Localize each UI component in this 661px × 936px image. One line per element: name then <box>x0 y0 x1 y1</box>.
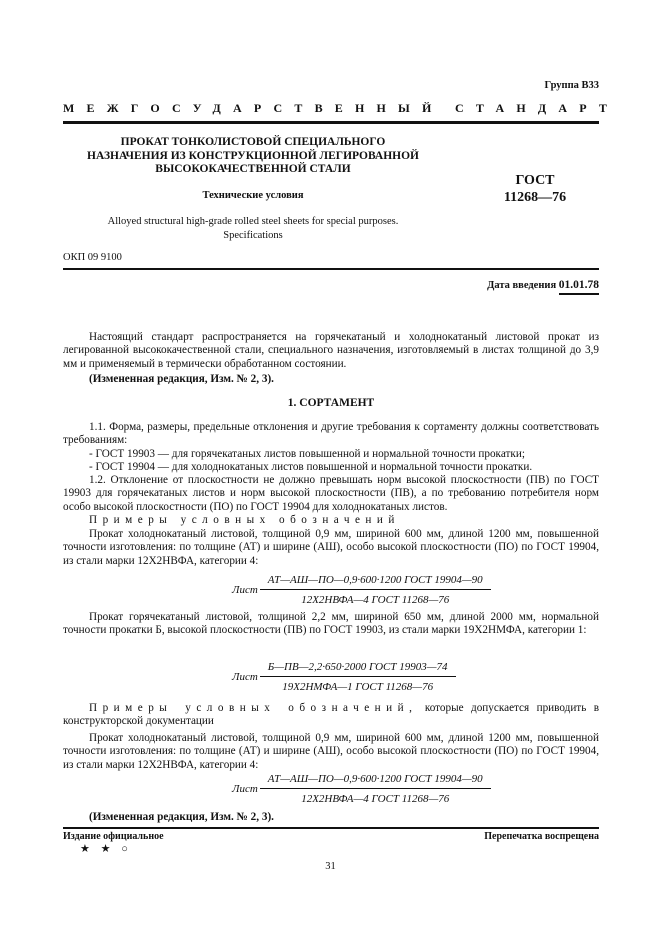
reprint-notice: Перепечатка воспрещена <box>484 831 599 842</box>
clause-1-2: 1.2. Отклонение от плоскостности не должно превышать норм высокой плоскостности (ПВ) по ГОСТ 19903 для горячекатаных листов и норм высокой плоскостности (ПВ), а по требованию потребителя норм особо высокой плоскостности (ПО) по ГОСТ 19904 для холоднокатаных листов. <box>63 474 599 513</box>
standard-heading-2: СТАНДАРТ <box>455 101 620 115</box>
official-edition: Издание официальное <box>63 831 164 842</box>
examples-heading: Примеры условных обозначений <box>89 514 400 526</box>
gost-number: 11268—76 <box>503 190 567 205</box>
designation-formula <box>232 574 487 606</box>
intro-paragraph: Настоящий стандарт распространяется на горячекатаный и холоднокатаный листовой прокат из легированной высококачественной стали, специального назначения, изготовляемый в листах толщиной до 3,9 мм и применяемый в термически обработанном состоянии. <box>63 331 599 370</box>
edition-marks: ★ ★ ○ <box>80 843 132 855</box>
formula-denominator: 12Х2НВФА—4 ГОСТ 11268—76 <box>301 594 450 606</box>
document-subtitle: Технические условия <box>202 190 304 201</box>
document-title <box>63 136 443 177</box>
group-code: Группа В33 <box>544 80 599 91</box>
english-title-line: Alloyed structural high-grade rolled steel sheets for special purposes. <box>107 216 399 227</box>
examples-heading-2 <box>63 702 599 729</box>
formula-label: Лист <box>232 671 258 683</box>
clause-1-1-item: - ГОСТ 19903 — для горячекатаных листов повышенной и нормальной точности прокатки; <box>89 448 525 460</box>
footer-rule <box>63 827 599 829</box>
example-paragraph: Прокат горячекатаный листовой, толщиной 2,2 мм, шириной 650 мм, длиной 2000 мм, нормальной точности прокатки Б, высокой плоскостности (ПВ) по ГОСТ 19903, из стали марки 19Х2НМФА, категории 1: <box>63 611 599 637</box>
examples-heading-rest: которые допускается приводить в конструкторской документации <box>63 702 600 728</box>
example-paragraph: Прокат холоднокатаный листовой, толщиной 0,9 мм, шириной 600 мм, длиной 1200 мм, повышенной точности изготовления: по толщине (АТ) и ширине (АШ), особо высокой плоскостности (ПО) по ГОСТ 19904, из стали марки 12Х2НВФА, категории 4: <box>63 732 599 771</box>
intro-date-label: Дата введения <box>487 280 557 291</box>
english-title <box>63 215 443 242</box>
title-rule <box>63 268 599 270</box>
okp-code: ОКП 09 9100 <box>63 252 122 263</box>
examples-heading-spaced: Примеры условных обозначений, <box>89 702 418 714</box>
title-line: ВЫСОКОКАЧЕСТВЕННОЙ СТАЛИ <box>155 163 351 176</box>
formula-denominator: 12Х2НВФА—4 ГОСТ 11268—76 <box>301 793 450 805</box>
formula-denominator: 19Х2НМФА—1 ГОСТ 11268—76 <box>282 681 434 693</box>
intro-date-value: 01.01.78 <box>559 279 599 295</box>
standard-heading-1: МЕЖГОСУДАРСТВЕННЫЙ <box>63 101 444 115</box>
header-rule <box>63 121 599 124</box>
title-line: НАЗНАЧЕНИЯ ИЗ КОНСТРУКЦИОННОЙ ЛЕГИРОВАННОЙ <box>87 149 419 162</box>
clause-1-1-item: - ГОСТ 19904 — для холоднокатаных листов повышенной и нормальной точности прокатки. <box>89 461 533 473</box>
gost-label: ГОСТ <box>515 173 555 188</box>
intro-date <box>487 279 599 291</box>
english-title-line: Specifications <box>223 229 283 241</box>
example-paragraph: Прокат холоднокатаный листовой, толщиной 0,9 мм, шириной 600 мм, длиной 1200 мм, повышенной точности изготовления: по толщине (АТ) и ширине (АШ), особо высокой плоскостности (ПО) по ГОСТ 19904, из стали марки 12Х2НВФА, категории 4: <box>63 528 599 567</box>
formula-label: Лист <box>232 783 258 795</box>
change-note: (Измененная редакция, Изм. № 2, 3). <box>89 811 274 823</box>
gost-designation <box>470 172 600 206</box>
formula-numerator: Б—ПВ—2,2·650·2000 ГОСТ 19903—74 <box>260 661 456 677</box>
formula-numerator: АТ—АШ—ПО—0,9·600·1200 ГОСТ 19904—90 <box>260 773 491 789</box>
title-line: ПРОКАТ ТОНКОЛИСТОВОЙ СПЕЦИАЛЬНОГО <box>120 136 386 148</box>
change-note: (Измененная редакция, Изм. № 2, 3). <box>89 373 274 385</box>
formula-label: Лист <box>232 584 258 596</box>
designation-formula <box>232 773 487 805</box>
designation-formula <box>232 661 452 693</box>
clause-1-1: 1.1. Форма, размеры, предельные отклонения и другие требования к сортаменту должны соответствовать требованиям: <box>63 421 599 447</box>
section-title: 1. СОРТАМЕНТ <box>287 397 375 409</box>
formula-numerator: АТ—АШ—ПО—0,9·600·1200 ГОСТ 19904—90 <box>260 574 491 590</box>
page-number: 31 <box>325 861 336 872</box>
